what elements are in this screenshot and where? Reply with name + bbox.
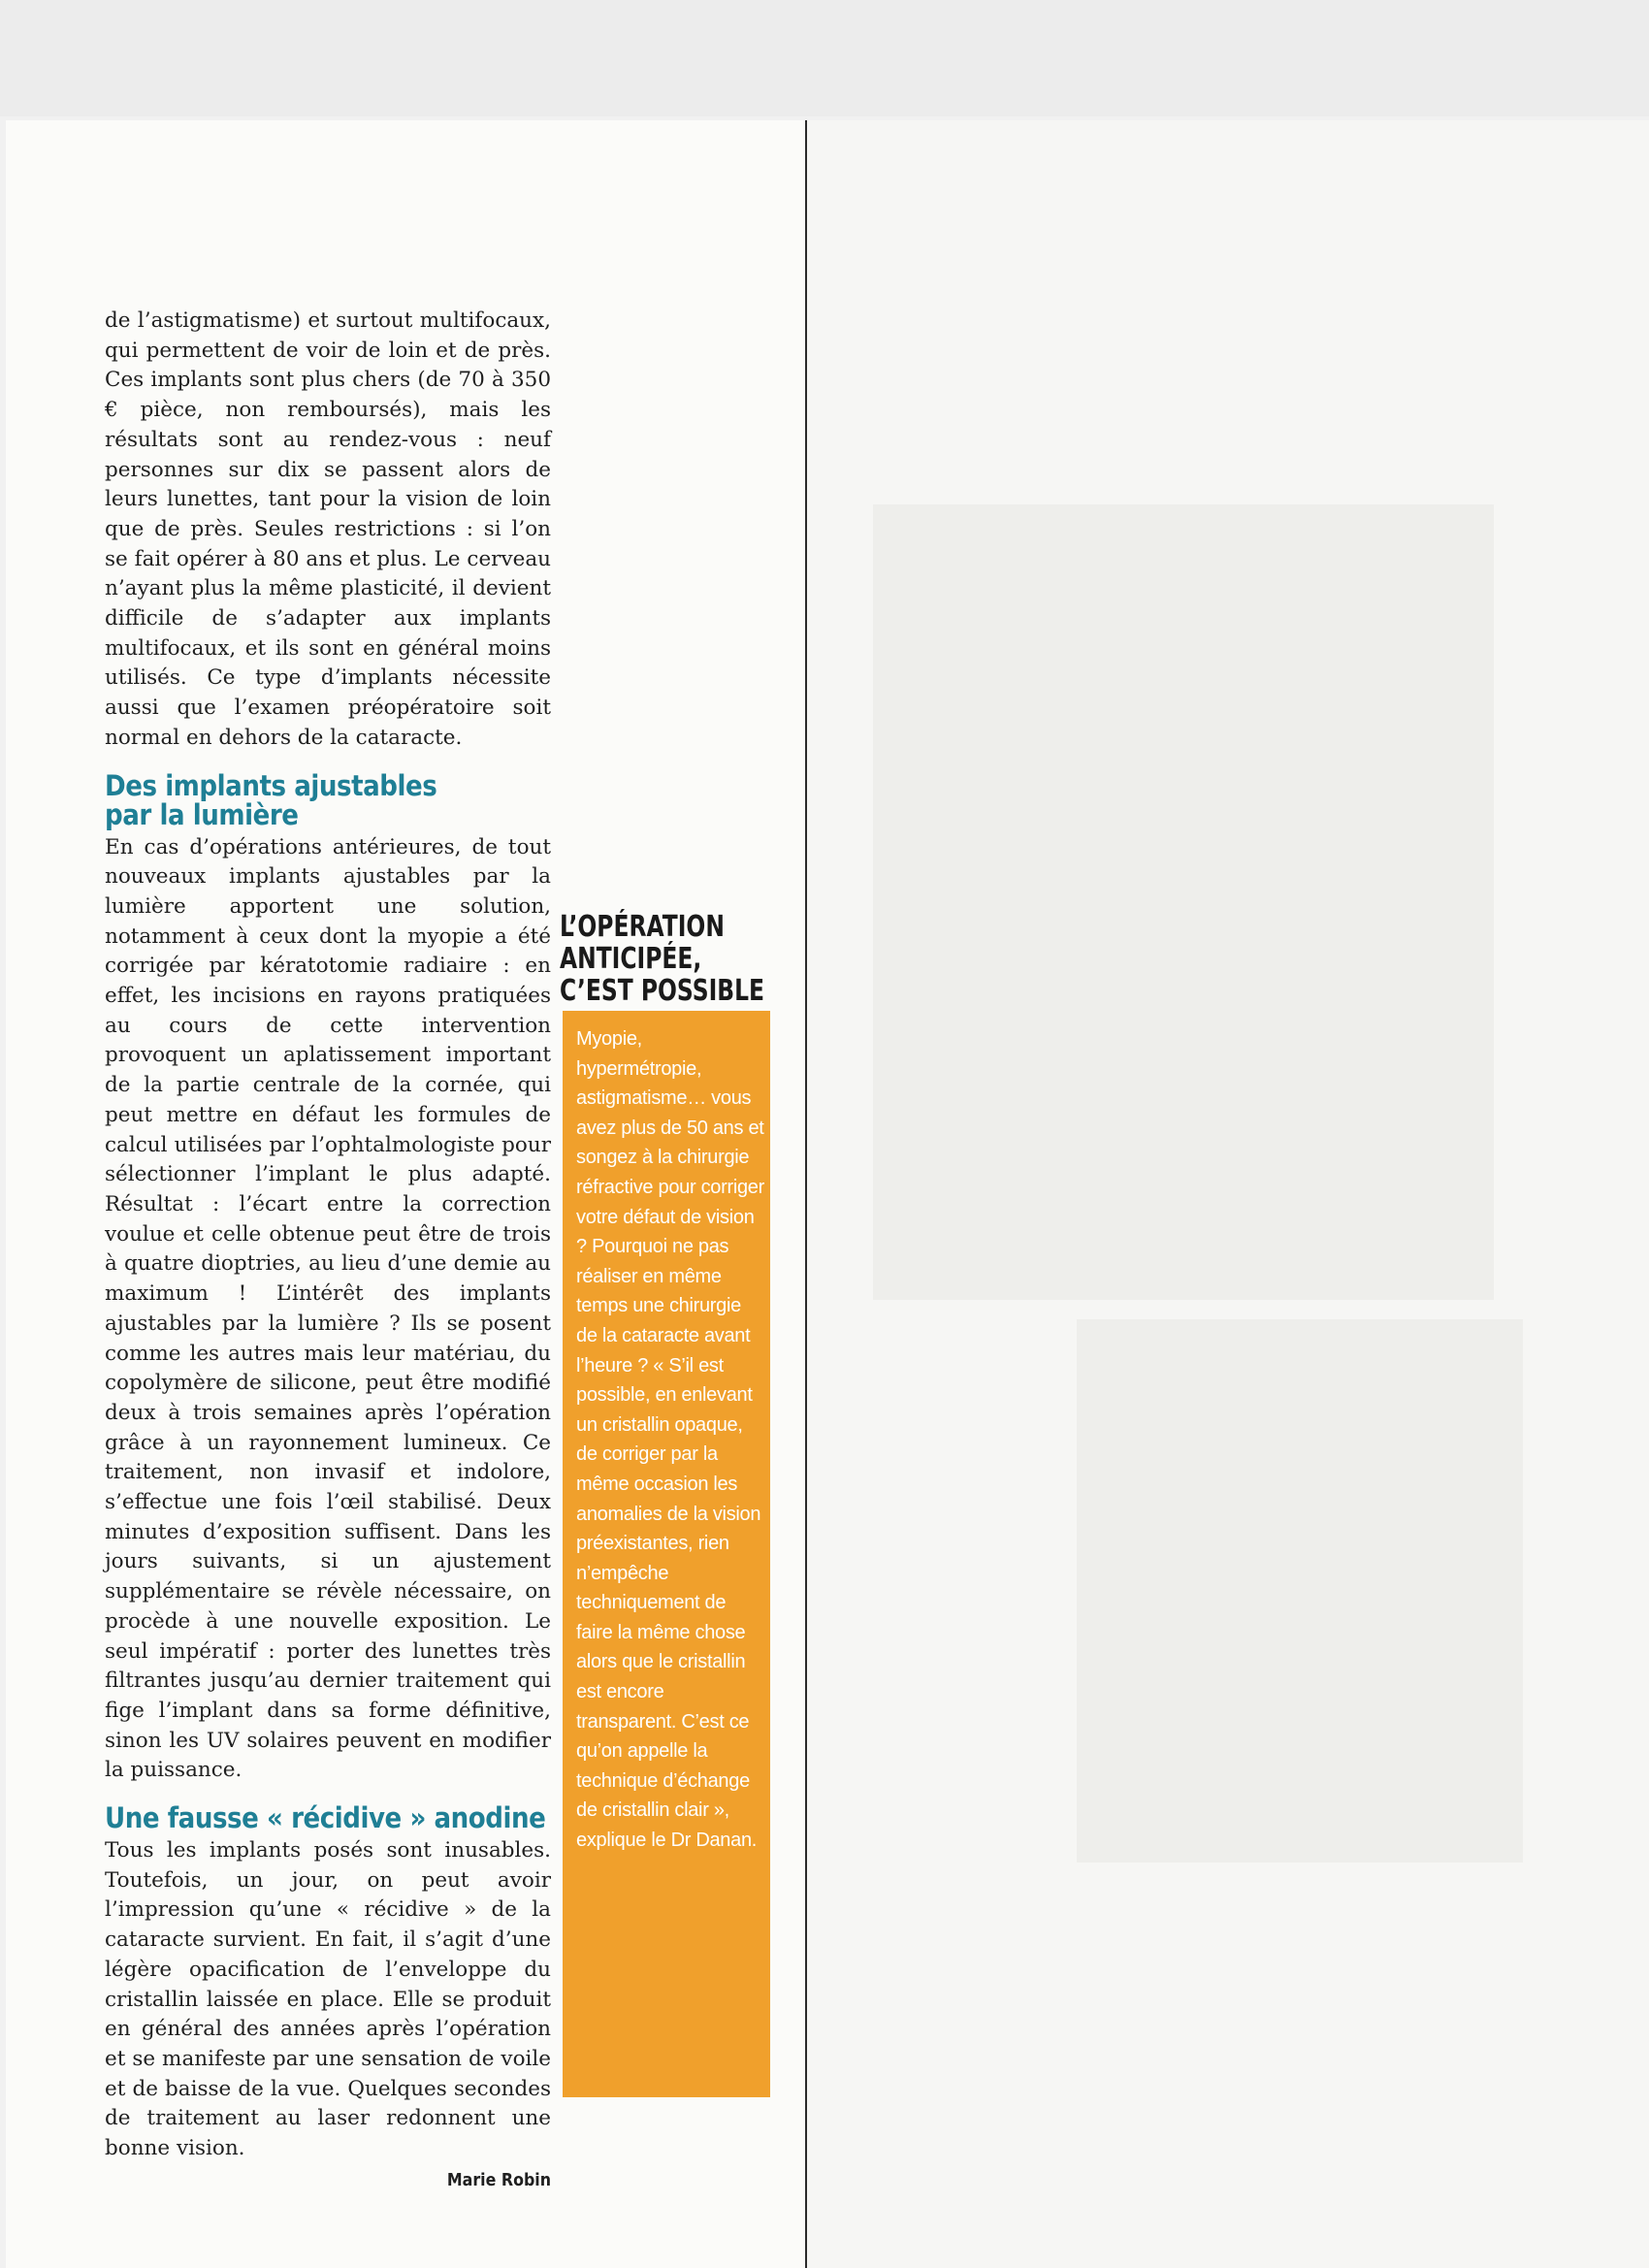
- article-column: [105, 307, 551, 2195]
- sidebar-title-line: C’EST POSSIBLE: [560, 974, 765, 1008]
- ghost-image-block: [873, 504, 1494, 1300]
- author-byline: Marie Robin: [446, 2169, 551, 2190]
- sidebar-text: Myopie, hypermétropie, astigmatisme… vous avez plus de 50 ans et songez à la chirurgie réfractive pour corriger votre défaut de vision ? Pourquoi ne pas réaliser en même temps une chirurgie de la cataracte avant l’heure ? « S’il est possible, en enlevant un cristallin opaque, de corriger par la même occasion les anomalies de la vision préexistantes, rien n’empêche techniquement de faire la même chose alors que le cristallin est encore transparent. C’est ce qu’on appelle la technique d’échange de cristallin clair », explique le Dr Danan.: [576, 1028, 764, 1852]
- sidebar-title: [560, 909, 777, 1011]
- article-paragraph: En cas d’opérations antérieures, de tout nouveaux implants ajustables par la lumière apportent une solution, notamment à ceux dont la myopie a été corrigée par kératotomie radiaire : en effet, les incisions en rayons pratiquées au cours de cette intervention provoquent un aplatissement important de la partie centrale de la cornée, qui peut mettre en défaut les formules de calcul utilisées par l’ophtalmologiste pour sélectionner l’implant le plus adapté. Résultat : l’écart entre la correction voulue et celle obtenue peut être de trois à quatre dioptries, au lieu d’une demie au maximum ! L’intérêt des implants ajustables par la lumière ? Ils se posent comme les autres mais leur matériau, du copolymère de silicone, peut être modifié deux à trois semaines après l’opération grâce à un rayonnement lumineux. Ce traitement, non invasif et indolore, s’effectue une fois l’œil stabilisé. Deux minutes d’exposition suffisent. Dans les jours suivants, si un ajustement supplémentaire se révèle nécessaire, on procède à une nouvelle exposition. Le seul impératif : porter des lunettes très filtrantes jusqu’au dernier traitement qui fige l’implant dans sa forme définitive, sinon les UV solaires peuvent en modifier la puissance.: [105, 834, 551, 1783]
- scan-background: [0, 0, 1649, 116]
- section-heading-line: par la lumière: [105, 797, 299, 831]
- article-paragraph: de l’astigmatisme) et surtout multifocaux, qui permettent de voir de loin et de près. Ces implants sont plus chers (de 70 à 350 € pièce, non remboursés), mais les résultats sont au rendez-vous : neuf personnes sur dix se passent alors de leurs lunettes, tant pour la vision de loin que de près. Seules restrictions : si l’on se fait opérer à 80 ans et plus. Le cerveau n’ayant plus la même plasticité, il devient difficile de s’adapter aux implants multifocaux, et ils sont en général moins utilisés. Ce type d’implants nécessite aussi que l’examen préopératoire soit normal en dehors de la cataracte.: [105, 308, 551, 750]
- section-heading: Une fausse « récidive » anodine: [105, 1801, 546, 1835]
- article-paragraph: Tous les implants posés sont inusables. Toutefois, un jour, on peut avoir l’impression qu’une « récidive » de la cataracte survient. En fait, il s’agit d’une légère opacification de l’enveloppe du cristallin laissée en place. Elle se produit en général des années après l’opération et se manifeste par une sensation de voile et de baisse de la vue. Quelques secondes de traitement au laser redonnent une bonne vision.: [105, 1838, 551, 2161]
- ghost-image-block: [1077, 1319, 1523, 1863]
- section-heading: [105, 768, 506, 831]
- section-heading-line: Des implants ajustables: [105, 768, 437, 802]
- sidebar-title-line: ANTICIPÉE,: [560, 942, 702, 976]
- sidebar-box: [560, 910, 770, 2097]
- sidebar-title-line: L’OPÉRATION: [560, 910, 725, 944]
